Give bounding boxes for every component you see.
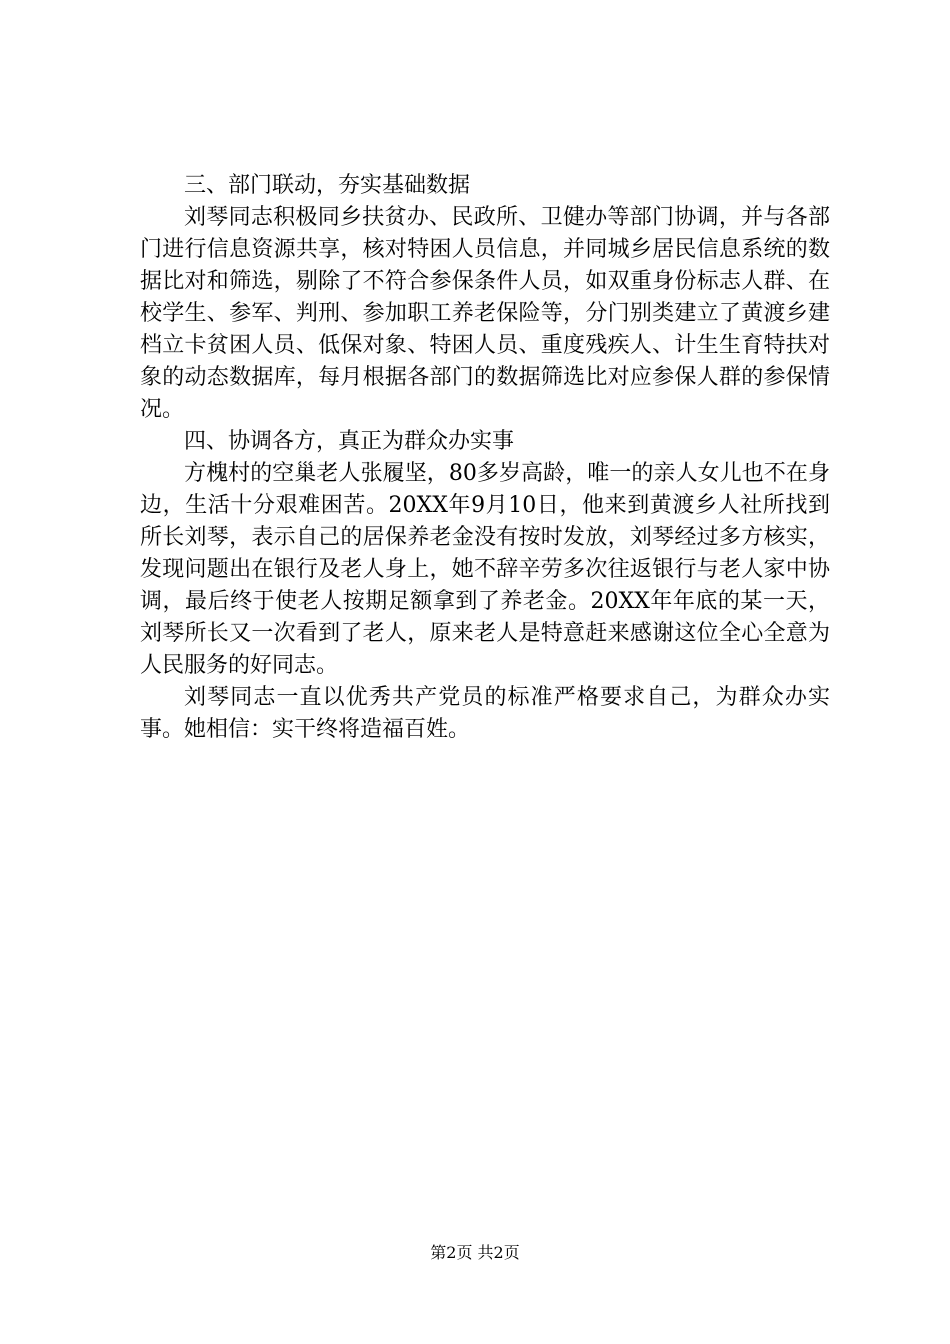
body-paragraph: 刘琴同志积极同乡扶贫办、民政所、卫健办等部门协调，并与各部门进行信息资源共享，核对特困人员信息，并同城乡居民信息系统的数据比对和筛选，剔除了不符合参保条件人员，如双重身份标志人群、在校学生、参军、判刑、参加职工养老保险等，分门别类建立了黄渡乡建档立卡贫困人员、低保对象、特困人员、重度残疾人、计生生育特扶对象的动态数据库，每月根据各部门的数据筛选比对应参保人群的参保情况。	[140, 205, 830, 422]
document-body	[140, 170, 830, 746]
section-heading-4: 四、协调各方，真正为群众办实事	[184, 429, 515, 454]
body-paragraph: 方槐村的空巢老人张履坚，80多岁高龄，唯一的亲人女儿也不在身边，生活十分艰难困苦。20XX年9月10日，他来到黄渡乡人社所找到所长刘琴，表示自己的居保养老金没有按时发放，刘琴经过多方核实，发现问题出在银行及老人身上，她不辞辛劳多次往返银行与老人家中协调，最后终于使老人按期足额拿到了养老金。20XX年年底的某一天，刘琴所长又一次看到了老人，原来老人是特意赶来感谢这位全心全意为人民服务的好同志。	[140, 461, 830, 678]
page-number-footer: 第2页 共2页	[430, 1243, 520, 1262]
section-heading-3: 三、部门联动，夯实基础数据	[184, 173, 471, 198]
body-paragraph: 刘琴同志一直以优秀共产党员的标准严格要求自己，为群众办实事。她相信：实干终将造福百姓。	[140, 685, 830, 742]
